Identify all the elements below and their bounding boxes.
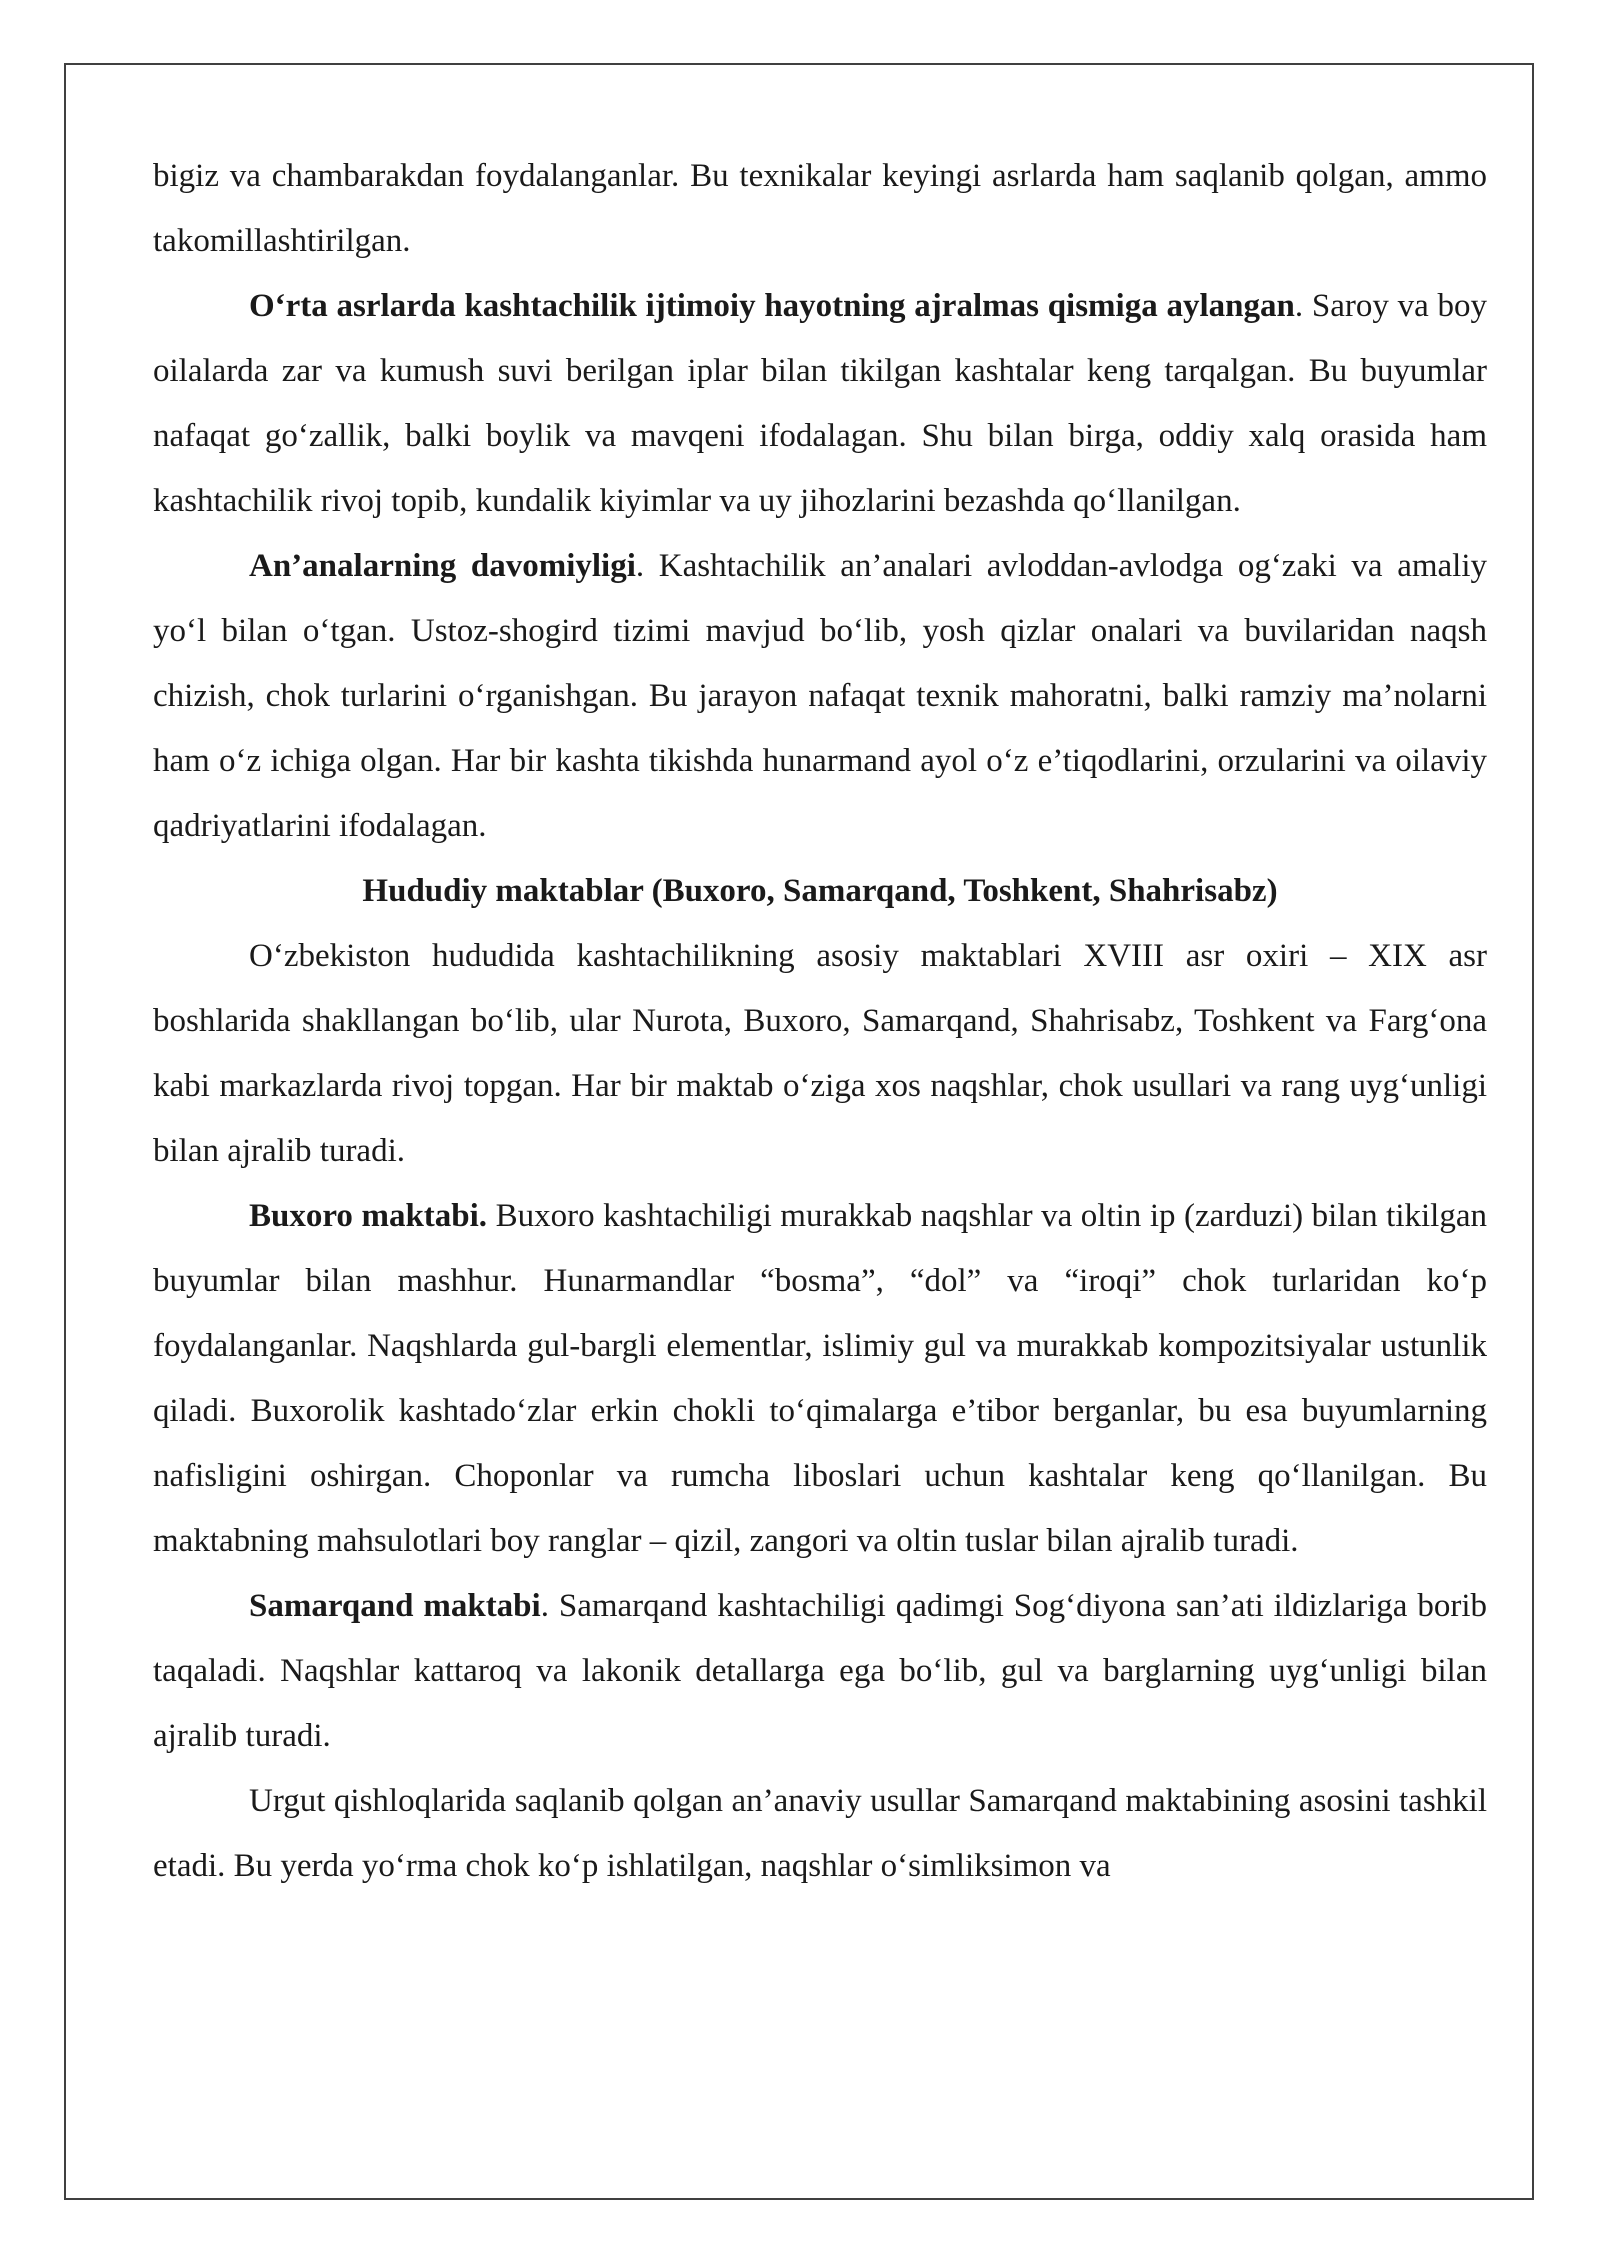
paragraph-5	[153, 1184, 1487, 1574]
paragraph-text: O‘zbekiston hududida kashtachilikning asosiy maktablari XVIII asr oxiri – XIX asr boshlarida shakllangan bo‘lib, ular Nurota, Buxoro, Samarqand, Shahrisabz, Toshkent va Farg‘ona kabi markazlarda rivoj topgan. Har bir maktab o‘ziga xos naqshlar, chok usullari va rang uyg‘unligi bilan ajralib turadi.	[153, 938, 1487, 1169]
paragraph-6	[153, 1574, 1487, 1769]
document-body	[153, 144, 1487, 1899]
paragraph-lead: Samarqand maktabi	[249, 1588, 541, 1624]
paragraph-lead: Buxoro maktabi.	[249, 1198, 488, 1234]
paragraph-text: . Saroy va boy oilalarda zar va kumush suvi berilgan iplar bilan tikilgan kashtalar keng tarqalgan. Bu buyumlar nafaqat go‘zallik, balki boylik va mavqeni ifodalagan. Shu bilan birga, oddiy xalq orasida ham kashtachilik rivoj topib, kundalik kiyimlar va uy jihozlarini bezashda qo‘llanilgan.	[153, 288, 1487, 519]
paragraph-text: Buxoro kashtachiligi murakkab naqshlar va oltin ip (zarduzi) bilan tikilgan buyumlar bilan mashhur. Hunarmandlar “bosma”, “dol” va “iroqi” chok turlaridan ko‘p foydalanganlar. Naqshlarda gul-bargli elementlar, islimiy gul va murakkab kompozitsiyalar ustunlik qiladi. Buxorolik kashtado‘zlar erkin chokli to‘qimalarga e’tibor berganlar, bu esa buyumlarning nafisligini oshirgan. Choponlar va rumcha liboslari uchun kashtalar keng qo‘llanilgan. Bu maktabning mahsulotlari boy ranglar – qizil, zangori va oltin tuslar bilan ajralib turadi.	[153, 1198, 1487, 1559]
paragraph-lead: O‘rta asrlarda kashtachilik ijtimoiy hayotning ajralmas qismiga aylangan	[249, 288, 1295, 324]
paragraph-7	[153, 1769, 1487, 1899]
section-heading: Hududiy maktablar (Buxoro, Samarqand, Toshkent, Shahrisabz)	[362, 873, 1278, 909]
paragraph-text: bigiz va chambarakdan foydalanganlar. Bu texnikalar keyingi asrlarda ham saqlanib qolgan, ammo takomillashtirilgan.	[153, 158, 1487, 259]
paragraph-text: . Kashtachilik an’analari avloddan-avlodga og‘zaki va amaliy yo‘l bilan o‘tgan. Ustoz-shogird tizimi mavjud bo‘lib, yosh qizlar onalari va buvilaridan naqsh chizish, chok turlarini o‘rganishgan. Bu jarayon nafaqat texnik mahoratni, balki ramziy ma’nolarni ham o‘z ichiga olgan. Har bir kashta tikishda hunarmand ayol o‘z e’tiqodlarini, orzularini va oilaviy qadriyatlarini ifodalagan.	[153, 548, 1488, 844]
paragraph-3	[153, 534, 1487, 859]
paragraph-1	[153, 144, 1487, 274]
paragraph-4	[153, 924, 1487, 1184]
paragraph-2	[153, 274, 1487, 534]
paragraph-lead: An’analarning davomiyligi	[249, 548, 636, 584]
paragraph-text: Urgut qishloqlarida saqlanib qolgan an’anaviy usullar Samarqand maktabining asosini tashkil etadi. Bu yerda yo‘rma chok ko‘p ishlatilgan, naqshlar o‘simliksimon va	[153, 1783, 1487, 1884]
paragraph-text: . Samarqand kashtachiligi qadimgi Sog‘diyona san’ati ildizlariga borib taqaladi. Naqshlar kattaroq va lakonik detallarga ega bo‘lib, gul va barglarning uyg‘unligi bilan ajralib turadi.	[153, 1588, 1487, 1754]
